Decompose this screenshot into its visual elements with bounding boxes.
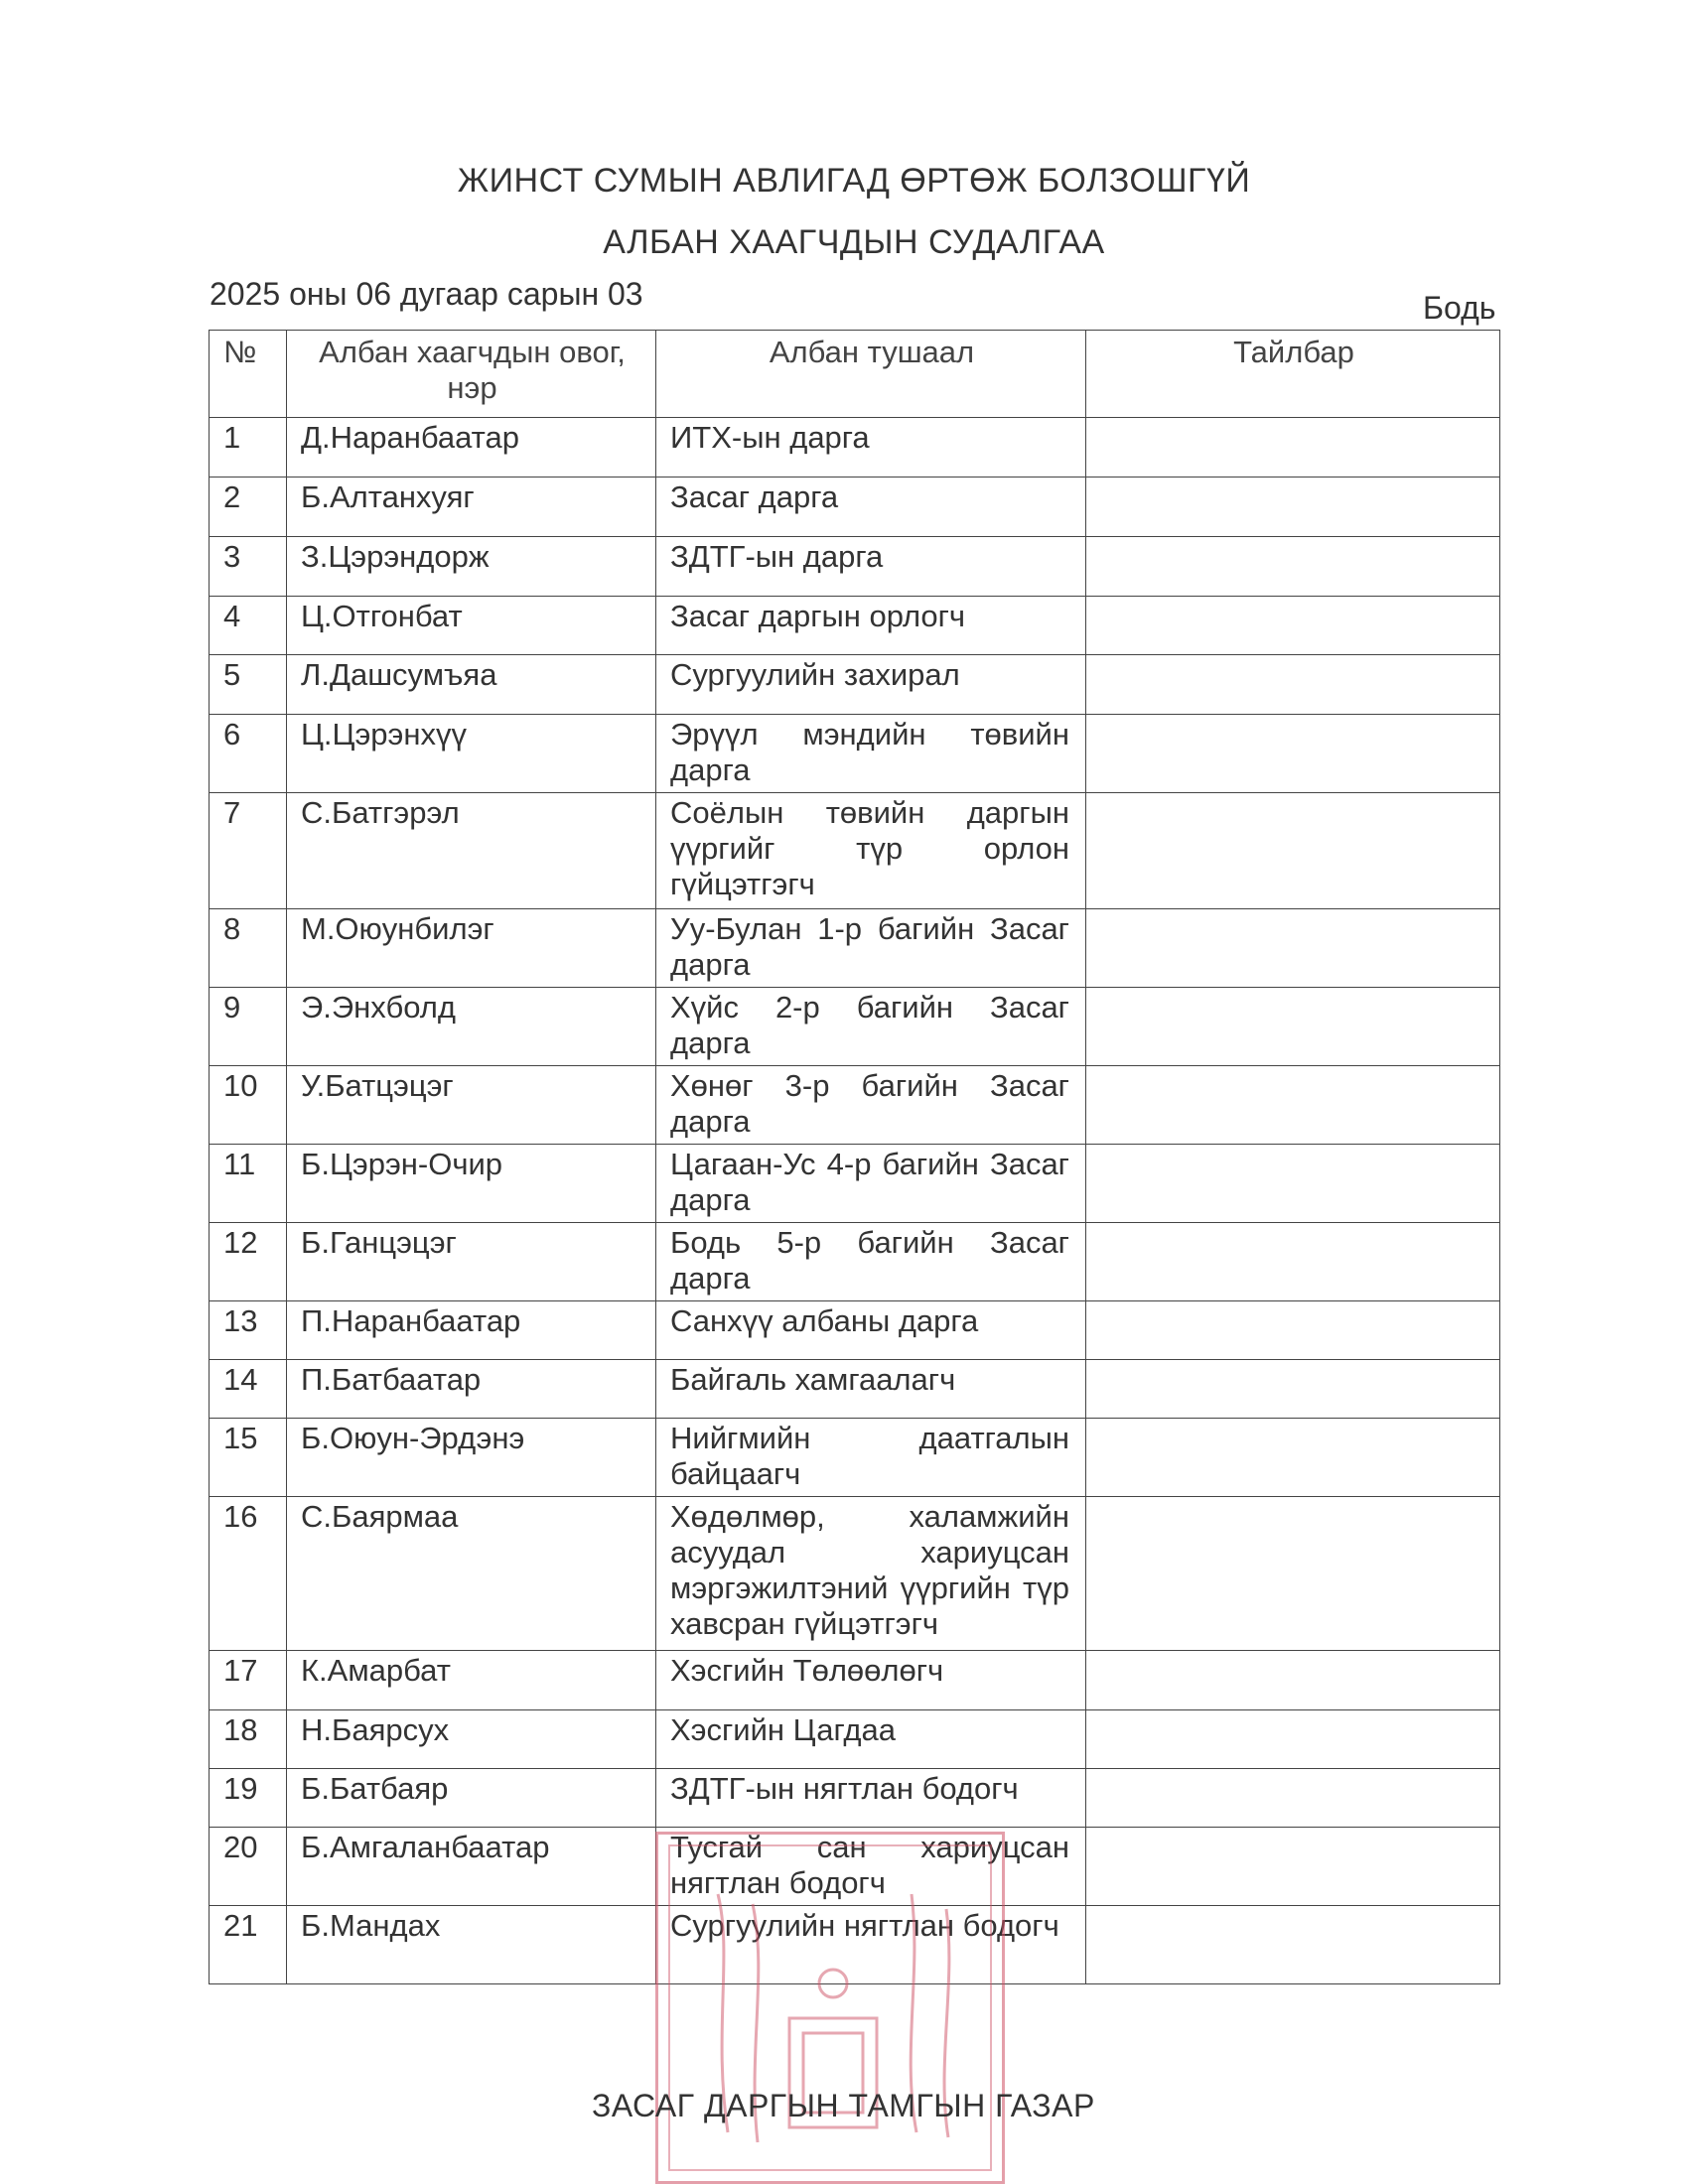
table-row xyxy=(210,909,1500,988)
cell-position: Цагаан-Ус 4-р багийн Засаг дарга xyxy=(656,1145,1086,1223)
document-place: Бодь xyxy=(1423,290,1496,326)
cell-name: М.Оюунбилэг xyxy=(287,909,656,988)
cell-position: ИТХ-ын дарга xyxy=(656,418,1086,478)
cell-note xyxy=(1086,418,1500,478)
cell-position: Бодь 5-р багийн Засаг дарга xyxy=(656,1223,1086,1301)
cell-number: 6 xyxy=(210,715,287,793)
cell-number: 2 xyxy=(210,478,287,537)
cell-note xyxy=(1086,1145,1500,1223)
table-row xyxy=(210,1360,1500,1419)
document-title-line2: АЛБАН ХААГЧДЫН СУДАЛГАА xyxy=(603,223,1105,261)
cell-number: 14 xyxy=(210,1360,287,1419)
cell-name: П.Батбаатар xyxy=(287,1360,656,1419)
table-row xyxy=(210,793,1500,909)
cell-position: Хөнөг 3-р багийн Засаг дарга xyxy=(656,1066,1086,1145)
cell-number: 20 xyxy=(210,1828,287,1906)
cell-note xyxy=(1086,1651,1500,1710)
cell-number: 9 xyxy=(210,988,287,1066)
cell-name: П.Наранбаатар xyxy=(287,1301,656,1360)
cell-position: Засаг даргын орлогч xyxy=(656,597,1086,655)
cell-position: ЗДТГ-ын нягтлан бодогч xyxy=(656,1769,1086,1828)
cell-note xyxy=(1086,478,1500,537)
cell-number: 3 xyxy=(210,537,287,597)
cell-note xyxy=(1086,793,1500,909)
cell-number: 1 xyxy=(210,418,287,478)
cell-note xyxy=(1086,909,1500,988)
cell-number: 15 xyxy=(210,1419,287,1497)
cell-note xyxy=(1086,1769,1500,1828)
cell-number: 21 xyxy=(210,1906,287,1984)
table-row xyxy=(210,1301,1500,1360)
column-header-position: Албан тушаал xyxy=(656,331,1086,418)
cell-position: Нийгмийн даатгалын байцаагч xyxy=(656,1419,1086,1497)
cell-number: 8 xyxy=(210,909,287,988)
cell-note xyxy=(1086,1360,1500,1419)
cell-position: Байгаль хамгаалагч xyxy=(656,1360,1086,1419)
table-row xyxy=(210,537,1500,597)
cell-note xyxy=(1086,715,1500,793)
cell-number: 17 xyxy=(210,1651,287,1710)
cell-position: Сургуулийн захирал xyxy=(656,655,1086,715)
cell-note xyxy=(1086,1301,1500,1360)
cell-number: 13 xyxy=(210,1301,287,1360)
cell-position: Уу-Булан 1-р багийн Засаг дарга xyxy=(656,909,1086,988)
cell-position: Сургуулийн нягтлан бодогч xyxy=(656,1906,1086,1984)
cell-name: Ц.Цэрэнхүү xyxy=(287,715,656,793)
cell-name: С.Баярмаа xyxy=(287,1497,656,1651)
cell-name: К.Амарбат xyxy=(287,1651,656,1710)
cell-number: 10 xyxy=(210,1066,287,1145)
cell-note xyxy=(1086,988,1500,1066)
cell-note xyxy=(1086,1710,1500,1769)
cell-position: Хүйс 2-р багийн Засаг дарга xyxy=(656,988,1086,1066)
cell-note xyxy=(1086,1066,1500,1145)
cell-number: 4 xyxy=(210,597,287,655)
cell-note xyxy=(1086,537,1500,597)
table-row xyxy=(210,1769,1500,1828)
cell-note xyxy=(1086,655,1500,715)
cell-name: Б.Цэрэн-Очир xyxy=(287,1145,656,1223)
cell-number: 18 xyxy=(210,1710,287,1769)
table-row xyxy=(210,1710,1500,1769)
cell-name: Э.Энхболд xyxy=(287,988,656,1066)
cell-note xyxy=(1086,1223,1500,1301)
cell-name: Б.Алтанхуяг xyxy=(287,478,656,537)
cell-position: Хөдөлмөр, халамжийн асуудал хариуцсан мэргэжилтэний үүргийн түр хавсран гүйцэтгэгч xyxy=(656,1497,1086,1651)
cell-name: Б.Ганцэцэг xyxy=(287,1223,656,1301)
cell-number: 19 xyxy=(210,1769,287,1828)
cell-number: 16 xyxy=(210,1497,287,1651)
cell-name: Д.Наранбаатар xyxy=(287,418,656,478)
cell-note xyxy=(1086,1906,1500,1984)
cell-position: Засаг дарга xyxy=(656,478,1086,537)
cell-number: 5 xyxy=(210,655,287,715)
table-row xyxy=(210,655,1500,715)
table-row xyxy=(210,1906,1500,1984)
cell-name: Н.Баярсух xyxy=(287,1710,656,1769)
cell-name: С.Батгэрэл xyxy=(287,793,656,909)
table-row xyxy=(210,1145,1500,1223)
cell-number: 11 xyxy=(210,1145,287,1223)
cell-name: З.Цэрэндорж xyxy=(287,537,656,597)
table-row xyxy=(210,478,1500,537)
cell-name: У.Батцэцэг xyxy=(287,1066,656,1145)
cell-name: Ц.Отгонбат xyxy=(287,597,656,655)
document-title-line1: ЖИНСТ СУМЫН АВЛИГАД ӨРТӨЖ БОЛЗОШГҮЙ xyxy=(457,162,1251,200)
footer-office: ЗАСАГ ДАРГЫН ТАМГЫН ГАЗАР xyxy=(592,2088,1095,2123)
employee-table xyxy=(209,330,1500,1984)
table-body xyxy=(210,418,1500,1984)
cell-position: ЗДТГ-ын дарга xyxy=(656,537,1086,597)
table-row xyxy=(210,1497,1500,1651)
column-header-number: № xyxy=(210,331,287,418)
table-row xyxy=(210,988,1500,1066)
table-row xyxy=(210,418,1500,478)
cell-number: 12 xyxy=(210,1223,287,1301)
table-row xyxy=(210,715,1500,793)
table-header-row xyxy=(210,331,1500,418)
cell-position: Тусгай сан хариуцсан нягтлан бодогч xyxy=(656,1828,1086,1906)
table-row xyxy=(210,597,1500,655)
cell-name: Б.Амгаланбаатар xyxy=(287,1828,656,1906)
column-header-name: Албан хаагчдын овог, нэр xyxy=(287,331,656,418)
cell-position: Соёлын төвийн даргын үүргийг түр орлон гүйцэтгэгч xyxy=(656,793,1086,909)
cell-name: Б.Мандах xyxy=(287,1906,656,1984)
cell-position: Хэсгийн Төлөөлөгч xyxy=(656,1651,1086,1710)
table-row xyxy=(210,1651,1500,1710)
document-date: 2025 оны 06 дугаар сарын 03 xyxy=(210,276,643,312)
cell-note xyxy=(1086,1497,1500,1651)
cell-position: Эрүүл мэндийн төвийн дарга xyxy=(656,715,1086,793)
cell-position: Санхүү албаны дарга xyxy=(656,1301,1086,1360)
table-row xyxy=(210,1066,1500,1145)
table-row xyxy=(210,1828,1500,1906)
cell-position: Хэсгийн Цагдаа xyxy=(656,1710,1086,1769)
cell-name: Л.Дашсумъяа xyxy=(287,655,656,715)
table-row xyxy=(210,1419,1500,1497)
column-header-note: Тайлбар xyxy=(1086,331,1500,418)
cell-note xyxy=(1086,1419,1500,1497)
cell-number: 7 xyxy=(210,793,287,909)
cell-name: Б.Батбаяр xyxy=(287,1769,656,1828)
table-row xyxy=(210,1223,1500,1301)
cell-note xyxy=(1086,1828,1500,1906)
cell-note xyxy=(1086,597,1500,655)
cell-name: Б.Оюун-Эрдэнэ xyxy=(287,1419,656,1497)
